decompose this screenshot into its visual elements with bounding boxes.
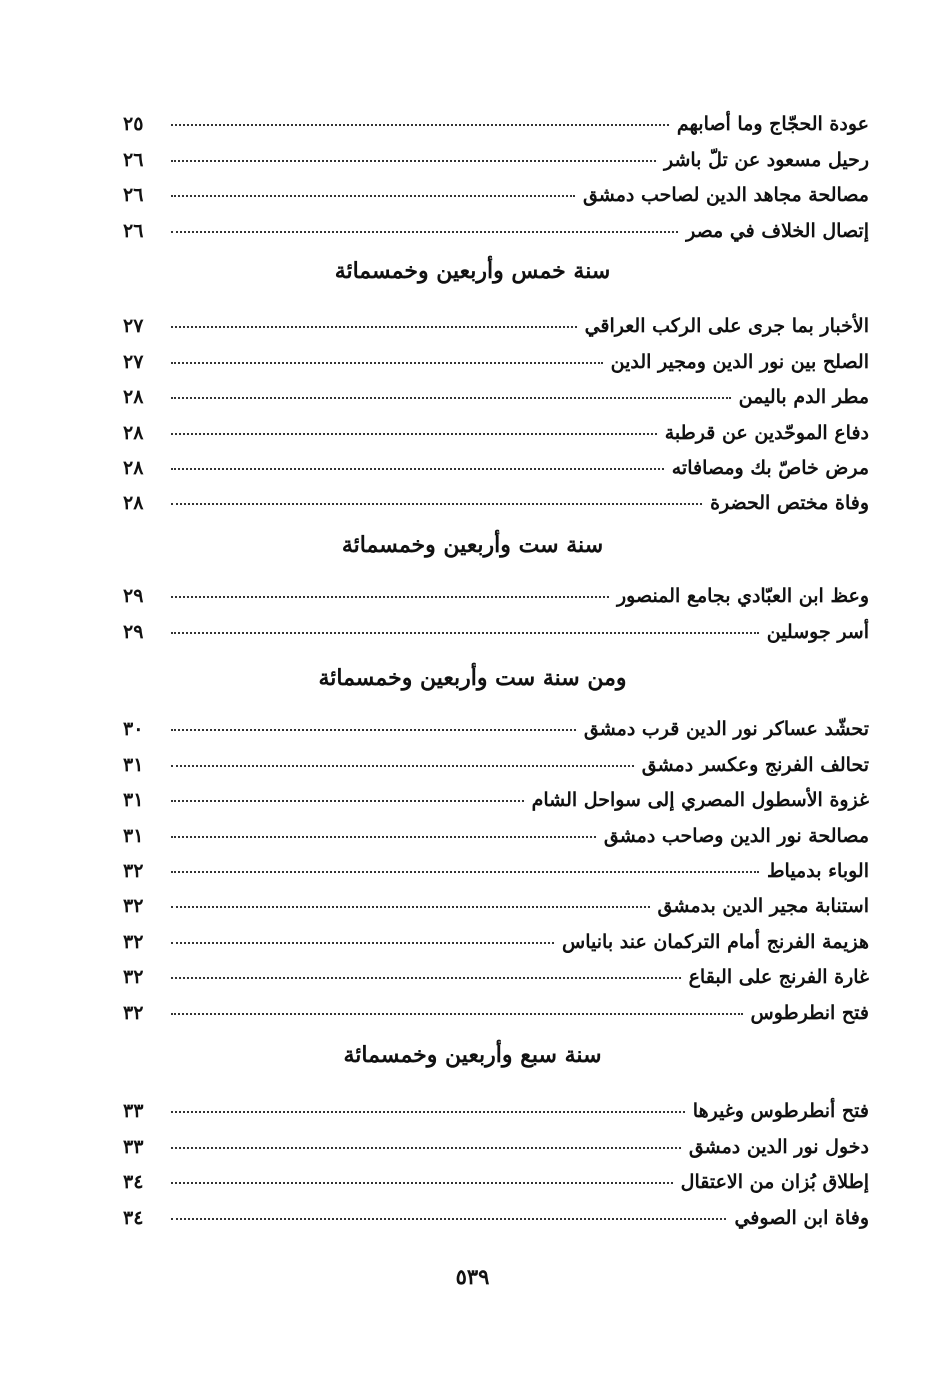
entry-title: إتصال الخلاف في مصر (686, 219, 869, 242)
toc-section-2 (123, 572, 869, 643)
section-heading: ومن سنة ست وأربعين وخمسمائة (318, 665, 627, 691)
dot-leader (171, 977, 681, 979)
dot-leader (171, 433, 657, 435)
entry-page-number: ٢٦ (123, 148, 144, 171)
dot-leader (171, 124, 669, 126)
entry-title: أسر جوسلين (766, 620, 869, 643)
dot-leader (171, 871, 759, 873)
toc-entry (123, 917, 869, 952)
dot-leader (171, 195, 575, 197)
entry-page-number: ٢٨ (123, 492, 144, 515)
toc-entry (123, 444, 869, 479)
entry-title: غزوة الأسطول المصري إلى سواحل الشام (531, 789, 869, 812)
toc-entry (123, 373, 869, 408)
entry-title: الصلح بين نور الدين ومجير الدين (610, 350, 869, 373)
toc-entry (123, 302, 869, 337)
entry-title: غارة الفرنج على البقاع (688, 966, 869, 989)
entry-title: تحالف الفرنج وعكسر دمشق (641, 753, 869, 776)
entry-page-number: ٣١ (123, 753, 144, 776)
entry-page-number: ٢٧ (123, 350, 144, 373)
toc-entry (123, 1087, 869, 1122)
toc-entry (123, 206, 869, 241)
entry-title: مطر الدم باليمن (738, 386, 869, 409)
entry-page-number: ٢٥ (123, 113, 144, 136)
section-heading: سنة سبع وأربعين وخمسمائة (343, 1042, 602, 1068)
entry-title: مرض خاصّ بك ومصافاته (671, 456, 869, 479)
entry-title: فتح أنطرطوس وغيرها (692, 1100, 869, 1123)
entry-page-number: ٣٤ (123, 1171, 144, 1194)
entry-title: دخول نور الدين دمشق (688, 1135, 869, 1158)
entry-page-number: ٣٢ (123, 859, 144, 882)
dot-leader (171, 942, 554, 944)
dot-leader (171, 800, 524, 802)
toc-section-1 (123, 302, 869, 514)
toc-entry (123, 337, 869, 372)
toc-entry (123, 847, 869, 882)
dot-leader (171, 503, 702, 505)
toc-entry (123, 1158, 869, 1193)
entry-title: استنابة مجير الدين بدمشق (657, 895, 869, 918)
dot-leader (171, 160, 656, 162)
entry-page-number: ٣٠ (123, 718, 144, 741)
entry-page-number: ٣٣ (123, 1100, 144, 1123)
toc-section-0 (123, 100, 869, 242)
dot-leader (171, 326, 577, 328)
toc-entry (123, 776, 869, 811)
entry-title: وعظ ابن العبّادي بجامع المنصور (616, 585, 869, 608)
toc-section-3 (123, 705, 869, 1024)
entry-page-number: ٣٢ (123, 895, 144, 918)
dot-leader (171, 362, 603, 364)
dot-leader (171, 1111, 685, 1113)
toc-entry (123, 607, 869, 642)
entry-page-number: ٣٢ (123, 966, 144, 989)
toc-entry (123, 740, 869, 775)
entry-page-number: ٣٤ (123, 1206, 144, 1229)
entry-page-number: ٣١ (123, 824, 144, 847)
toc-entry (123, 705, 869, 740)
dot-leader (171, 596, 609, 598)
entry-page-number: ٢٨ (123, 386, 144, 409)
page-number: ٥٣٩ (455, 1264, 490, 1289)
entry-page-number: ٣٢ (123, 1001, 144, 1024)
entry-title: عودة الحجّاج وما أصابهم (676, 113, 869, 136)
section-heading: سنة خمس وأربعين وخمسمائة (334, 258, 611, 284)
toc-entry (123, 135, 869, 170)
entry-title: وفاة مختص الحضرة (710, 492, 869, 515)
toc-entry (123, 572, 869, 607)
entry-title: وفاة ابن الصوفي (734, 1206, 869, 1229)
dot-leader (171, 632, 759, 634)
entry-page-number: ٢٦ (123, 184, 144, 207)
toc-entry (123, 988, 869, 1023)
toc-entry (123, 1122, 869, 1157)
toc-entry (123, 479, 869, 514)
dot-leader (171, 729, 576, 731)
toc-entry (123, 171, 869, 206)
dot-leader (171, 1218, 726, 1220)
entry-page-number: ٢٧ (123, 315, 144, 338)
entry-title: دفاع الموحّدين عن قرطبة (664, 421, 869, 444)
dot-leader (171, 397, 731, 399)
entry-title: الوباء بدمياط (766, 859, 869, 882)
dot-leader (171, 468, 664, 470)
entry-title: إطلاق بُزان من الاعتقال (680, 1171, 869, 1194)
entry-page-number: ٢٨ (123, 456, 144, 479)
dot-leader (171, 1182, 673, 1184)
dot-leader (171, 836, 596, 838)
entry-title: هزيمة الفرنج أمام التركمان عند بانياس (562, 930, 869, 953)
entry-title: مصالحة نور الدين وصاحب دمشق (603, 824, 869, 847)
entry-title: رحيل مسعود عن تلّ باشر (663, 148, 869, 171)
toc-entry (123, 100, 869, 135)
entry-title: تحشّد عساكر نور الدين قرب دمشق (583, 718, 869, 741)
toc-entry (123, 408, 869, 443)
entry-page-number: ٣٢ (123, 930, 144, 953)
entry-page-number: ٣١ (123, 789, 144, 812)
entry-title: مصالحة مجاهد الدين لصاحب دمشق (582, 184, 869, 207)
entry-page-number: ٣٣ (123, 1135, 144, 1158)
entry-page-number: ٢٦ (123, 219, 144, 242)
dot-leader (171, 906, 650, 908)
dot-leader (171, 231, 678, 233)
entry-title: فتح انطرطوس (750, 1001, 869, 1024)
entry-page-number: ٢٩ (123, 620, 144, 643)
dot-leader (171, 1013, 743, 1015)
entry-page-number: ٢٨ (123, 421, 144, 444)
entry-page-number: ٢٩ (123, 585, 144, 608)
section-heading: سنة ست وأربعين وخمسمائة (341, 532, 604, 558)
dot-leader (171, 1147, 681, 1149)
dot-leader (171, 765, 634, 767)
toc-entry (123, 882, 869, 917)
toc-entry (123, 811, 869, 846)
toc-entry (123, 953, 869, 988)
toc-entry (123, 1193, 869, 1228)
entry-title: الأخبار بما جرى على الركب العراقي (584, 315, 869, 338)
toc-section-4 (123, 1087, 869, 1229)
